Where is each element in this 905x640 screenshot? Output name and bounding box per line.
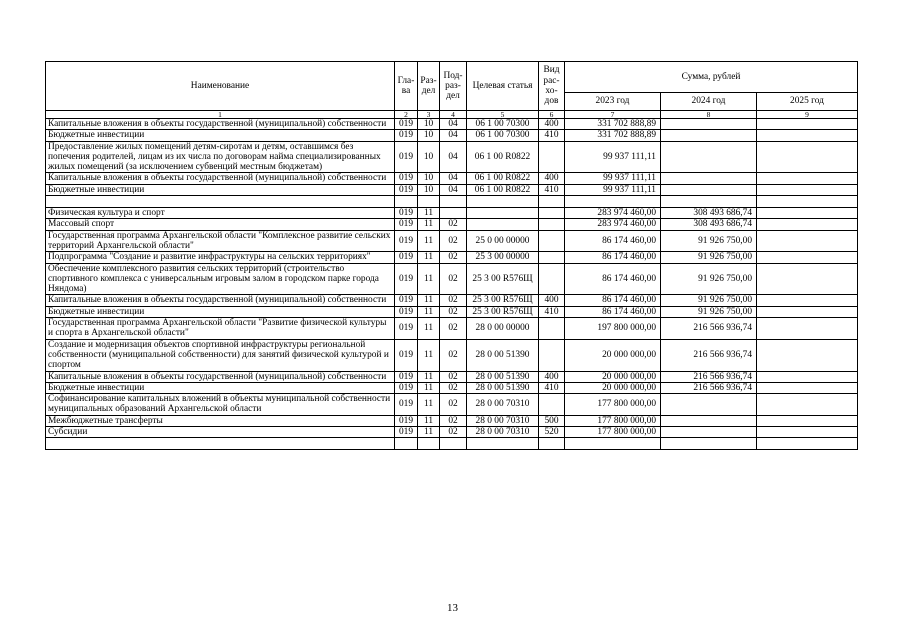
vid-cell: 410 [539,306,565,317]
razdel-cell: 11 [418,208,440,219]
sum-2023-cell: 86 174 460,00 [565,230,661,252]
razdel-cell: 10 [418,119,440,130]
podrazdel-cell [440,196,467,208]
table-row [46,119,858,130]
sum-2024-cell [661,196,757,208]
sum-2024-cell: 91 926 750,00 [661,230,757,252]
table-row [46,230,858,252]
razdel-cell: 11 [418,230,440,252]
vid-cell [539,339,565,371]
celevaya-cell: 28 0 00 70310 [467,394,539,416]
celevaya-cell: 28 0 00 00000 [467,318,539,340]
sum-2024-cell [661,130,757,141]
vid-cell [539,252,565,263]
col-num: 3 [418,111,440,119]
celevaya-cell: 25 0 00 00000 [467,230,539,252]
celevaya-cell [467,438,539,450]
name-cell: Создание и модернизация объектов спортивной инфраструктуры региональной собственности (муниципальной собственности) для занятий физической культурой и спортом [46,339,395,371]
name-cell: Предоставление жилых помещений детям-сиротам и детям, оставшимся без попечения родителей, лицам из их числа по договорам найма специализированных жилых помещений (за исключением субвенций местным бюджетам) [46,141,395,173]
vid-cell [539,196,565,208]
glava-cell: 019 [395,184,418,195]
sum-2023-cell: 283 974 460,00 [565,208,661,219]
podrazdel-cell: 02 [440,318,467,340]
podrazdel-cell: 02 [440,371,467,382]
vid-cell [539,230,565,252]
sum-2025-cell [757,427,858,438]
razdel-cell: 11 [418,371,440,382]
razdel-cell: 10 [418,141,440,173]
sum-2024-cell [661,141,757,173]
razdel-cell [418,196,440,208]
name-cell: Государственная программа Архангельской области "Развитие физической культуры и спорта в Архангельской области" [46,318,395,340]
sum-2024-cell: 91 926 750,00 [661,306,757,317]
sum-2023-cell [565,196,661,208]
razdel-cell: 11 [418,306,440,317]
name-cell: Капитальные вложения в объекты государственной (муниципальной) собственности [46,173,395,184]
header-vid: Вид рас-хо-дов [539,62,565,111]
podrazdel-cell: 04 [440,173,467,184]
celevaya-cell: 28 0 00 51390 [467,371,539,382]
glava-cell: 019 [395,295,418,306]
podrazdel-cell: 04 [440,184,467,195]
razdel-cell: 11 [418,263,440,295]
sum-2025-cell [757,208,858,219]
name-cell: Государственная программа Архангельской области "Комплексное развитие сельских территорий Архангельской области" [46,230,395,252]
sum-2024-cell [661,415,757,426]
name-cell: Капитальные вложения в объекты государственной (муниципальной) собственности [46,119,395,130]
sum-2024-cell: 91 926 750,00 [661,263,757,295]
name-cell: Физическая культура и спорт [46,208,395,219]
razdel-cell: 10 [418,184,440,195]
table-row [46,263,858,295]
sum-2025-cell [757,130,858,141]
podrazdel-cell: 02 [440,252,467,263]
celevaya-cell: 25 3 00 R576Щ [467,306,539,317]
glava-cell: 019 [395,339,418,371]
sum-2025-cell [757,339,858,371]
vid-cell: 400 [539,119,565,130]
vid-cell [539,394,565,416]
sum-2025-cell [757,252,858,263]
glava-cell [395,196,418,208]
col-num: 7 [565,111,661,119]
table-row [46,141,858,173]
sum-2024-cell: 308 493 686,74 [661,219,757,230]
name-cell: Бюджетные инвестиции [46,306,395,317]
glava-cell: 019 [395,382,418,393]
sum-2024-cell [661,184,757,195]
sum-2023-cell: 331 702 888,89 [565,130,661,141]
vid-cell [539,219,565,230]
sum-2024-cell [661,173,757,184]
sum-2023-cell: 20 000 000,00 [565,371,661,382]
header-razdel: Раз-дел [418,62,440,111]
col-num: 5 [467,111,539,119]
podrazdel-cell: 04 [440,119,467,130]
name-cell: Капитальные вложения в объекты государственной (муниципальной) собственности [46,295,395,306]
razdel-cell: 11 [418,427,440,438]
podrazdel-cell: 02 [440,394,467,416]
razdel-cell: 11 [418,415,440,426]
table-body [46,119,858,450]
razdel-cell: 11 [418,339,440,371]
glava-cell: 019 [395,252,418,263]
col-num: 2 [395,111,418,119]
glava-cell: 019 [395,371,418,382]
razdel-cell: 11 [418,295,440,306]
celevaya-cell: 25 3 00 00000 [467,252,539,263]
podrazdel-cell: 02 [440,219,467,230]
podrazdel-cell: 02 [440,295,467,306]
table-row [46,318,858,340]
razdel-cell: 11 [418,394,440,416]
sum-2023-cell: 20 000 000,00 [565,382,661,393]
razdel-cell: 11 [418,318,440,340]
table-row [46,196,858,208]
table-row [46,208,858,219]
header-celevaya: Целевая статья [467,62,539,111]
podrazdel-cell: 02 [440,230,467,252]
sum-2023-cell: 283 974 460,00 [565,219,661,230]
glava-cell: 019 [395,318,418,340]
sum-2023-cell: 99 937 111,11 [565,173,661,184]
sum-2025-cell [757,318,858,340]
sum-2023-cell: 86 174 460,00 [565,306,661,317]
sum-2025-cell [757,141,858,173]
sum-2023-cell: 197 800 000,00 [565,318,661,340]
podrazdel-cell: 02 [440,427,467,438]
name-cell: Массовый спорт [46,219,395,230]
sum-2023-cell: 86 174 460,00 [565,252,661,263]
celevaya-cell: 28 0 00 70310 [467,427,539,438]
budget-table [45,61,858,450]
sum-2025-cell [757,394,858,416]
column-number-row [46,111,858,119]
name-cell: Бюджетные инвестиции [46,130,395,141]
razdel-cell: 11 [418,219,440,230]
col-num: 6 [539,111,565,119]
table-row [46,306,858,317]
celevaya-cell: 06 1 00 70300 [467,130,539,141]
sum-2024-cell [661,438,757,450]
header-2025: 2025 год [757,93,858,111]
razdel-cell: 11 [418,382,440,393]
podrazdel-cell: 04 [440,130,467,141]
celevaya-cell: 25 3 00 R576Щ [467,263,539,295]
table-row [46,295,858,306]
glava-cell: 019 [395,219,418,230]
col-num: 8 [661,111,757,119]
sum-2023-cell: 20 000 000,00 [565,339,661,371]
glava-cell [395,438,418,450]
vid-cell: 410 [539,382,565,393]
name-cell: Бюджетные инвестиции [46,382,395,393]
vid-cell [539,438,565,450]
col-num: 4 [440,111,467,119]
vid-cell: 520 [539,427,565,438]
header-row [46,62,858,93]
header-2023: 2023 год [565,93,661,111]
celevaya-cell [467,219,539,230]
name-cell: Субсидии [46,427,395,438]
glava-cell: 019 [395,415,418,426]
sum-2024-cell: 216 566 936,74 [661,318,757,340]
sum-2023-cell: 177 800 000,00 [565,427,661,438]
podrazdel-cell: 02 [440,382,467,393]
vid-cell [539,263,565,295]
sum-2023-cell: 86 174 460,00 [565,263,661,295]
sum-2023-cell: 99 937 111,11 [565,141,661,173]
sum-2025-cell [757,219,858,230]
sum-2025-cell [757,230,858,252]
sum-2025-cell [757,119,858,130]
table-row [46,438,858,450]
header-name: Наименование [46,62,395,111]
podrazdel-cell: 02 [440,339,467,371]
name-cell: Подпрограмма "Создание и развитие инфраструктуры на сельских территориях" [46,252,395,263]
vid-cell: 410 [539,130,565,141]
sum-2023-cell: 177 800 000,00 [565,394,661,416]
sum-2025-cell [757,184,858,195]
name-cell: Межбюджетные трансферты [46,415,395,426]
celevaya-cell: 06 1 00 R0822 [467,173,539,184]
name-cell: Софинансирование капитальных вложений в объекты муниципальной собственности муниципальных образований Архангельской области [46,394,395,416]
sum-2025-cell [757,415,858,426]
razdel-cell: 10 [418,173,440,184]
glava-cell: 019 [395,306,418,317]
vid-cell [539,208,565,219]
page-number: 13 [447,602,458,614]
name-cell [46,438,395,450]
sum-2025-cell [757,173,858,184]
celevaya-cell: 06 1 00 R0822 [467,141,539,173]
table-row [46,252,858,263]
vid-cell [539,141,565,173]
table-row [46,371,858,382]
sum-2023-cell: 177 800 000,00 [565,415,661,426]
glava-cell: 019 [395,208,418,219]
glava-cell: 019 [395,427,418,438]
sum-2023-cell: 331 702 888,89 [565,119,661,130]
header-2024: 2024 год [661,93,757,111]
sum-2024-cell: 308 493 686,74 [661,208,757,219]
table-row [46,427,858,438]
table-row [46,173,858,184]
celevaya-cell: 28 0 00 70310 [467,415,539,426]
sum-2024-cell: 91 926 750,00 [661,252,757,263]
name-cell: Капитальные вложения в объекты государственной (муниципальной) собственности [46,371,395,382]
vid-cell: 400 [539,295,565,306]
glava-cell: 019 [395,173,418,184]
table-row [46,339,858,371]
glava-cell: 019 [395,141,418,173]
name-cell: Бюджетные инвестиции [46,184,395,195]
table-row [46,415,858,426]
sum-2025-cell [757,263,858,295]
sum-2024-cell [661,394,757,416]
vid-cell: 400 [539,173,565,184]
glava-cell: 019 [395,119,418,130]
celevaya-cell: 06 1 00 70300 [467,119,539,130]
podrazdel-cell: 02 [440,415,467,426]
vid-cell: 410 [539,184,565,195]
sum-2023-cell: 86 174 460,00 [565,295,661,306]
sum-2025-cell [757,371,858,382]
sum-2024-cell: 216 566 936,74 [661,339,757,371]
table-row [46,394,858,416]
sum-2025-cell [757,306,858,317]
sum-2024-cell: 216 566 936,74 [661,382,757,393]
sum-2025-cell [757,295,858,306]
name-cell: Обеспечение комплексного развития сельских территорий (строительство спортивного комплекса с универсальным игровым залом в городском парке города Няндома) [46,263,395,295]
celevaya-cell: 28 0 00 51390 [467,339,539,371]
vid-cell [539,318,565,340]
header-glava: Гла-ва [395,62,418,111]
celevaya-cell [467,208,539,219]
celevaya-cell [467,196,539,208]
header-podrazdel: Под-раз-дел [440,62,467,111]
table-row [46,130,858,141]
table-row [46,382,858,393]
podrazdel-cell [440,208,467,219]
podrazdel-cell: 02 [440,306,467,317]
podrazdel-cell: 02 [440,263,467,295]
celevaya-cell: 25 3 00 R576Щ [467,295,539,306]
sum-2025-cell [757,196,858,208]
celevaya-cell: 28 0 00 51390 [467,382,539,393]
sum-2024-cell: 216 566 936,74 [661,371,757,382]
glava-cell: 019 [395,230,418,252]
sum-2025-cell [757,382,858,393]
podrazdel-cell: 04 [440,141,467,173]
table-row [46,219,858,230]
vid-cell: 500 [539,415,565,426]
sum-2023-cell: 99 937 111,11 [565,184,661,195]
table-row [46,184,858,195]
header-summa: Сумма, рублей [565,62,858,93]
sum-2024-cell: 91 926 750,00 [661,295,757,306]
podrazdel-cell [440,438,467,450]
sum-2024-cell [661,427,757,438]
celevaya-cell: 06 1 00 R0822 [467,184,539,195]
glava-cell: 019 [395,394,418,416]
sum-2025-cell [757,438,858,450]
glava-cell: 019 [395,130,418,141]
vid-cell: 400 [539,371,565,382]
razdel-cell: 10 [418,130,440,141]
col-num: 9 [757,111,858,119]
glava-cell: 019 [395,263,418,295]
name-cell [46,196,395,208]
razdel-cell [418,438,440,450]
sum-2023-cell [565,438,661,450]
razdel-cell: 11 [418,252,440,263]
col-num: 1 [46,111,395,119]
sum-2024-cell [661,119,757,130]
